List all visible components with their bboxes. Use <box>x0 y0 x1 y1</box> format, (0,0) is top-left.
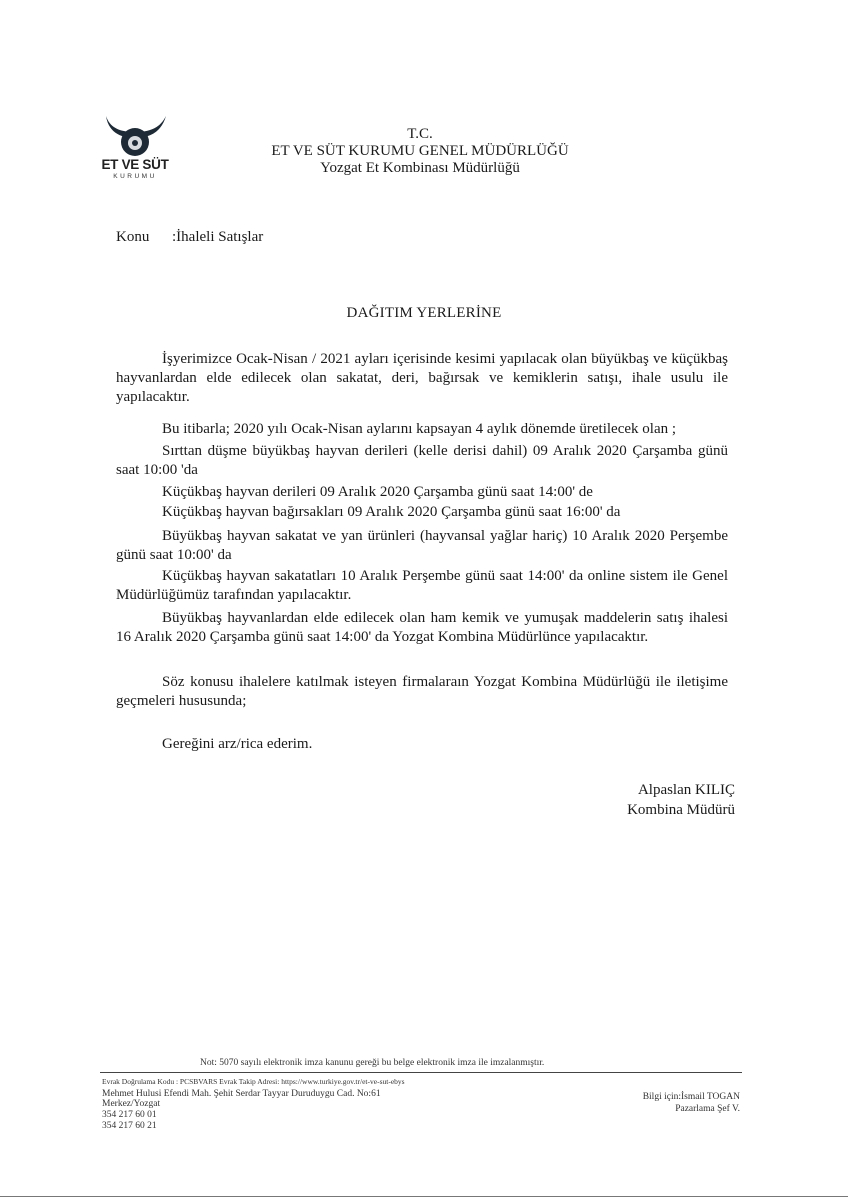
header-tc: T.C. <box>407 126 433 142</box>
fax-number: 354 217 60 21 <box>102 1121 157 1131</box>
footer-divider <box>100 1072 742 1073</box>
page-bottom-edge <box>0 1196 848 1197</box>
signatory-title: Kombina Müdürü <box>627 802 735 818</box>
paragraph: Söz konusu ihalelere katılmak isteyen firmalaraın Yozgat Kombina Müdürlüğü ile iletişime geçmeleri hususunda; <box>116 674 728 709</box>
bull-horns-icon <box>98 112 172 160</box>
info-contact: Bilgi için:İsmail TOGAN <box>642 1092 740 1102</box>
paragraph: Büyükbaş hayvanlardan elde edilecek olan ham kemik ve yumuşak maddelerin satış ihalesi 16 Aralık 2020 Çarşamba günü saat 14:00' da Yozgat Kombina Müdürlünce yapılacaktır. <box>116 610 728 645</box>
paragraph: Bu itibarla; 2020 yılı Ocak-Nisan aylarını kapsayan 4 aylık dönemde üretilecek olan ; <box>162 421 677 437</box>
phone-number: 354 217 60 01 <box>102 1110 157 1120</box>
subject-line <box>116 229 263 246</box>
address-line: Mehmet Hulusi Efendi Mah. Şehit Serdar Tayyar Duruduygu Cad. No:61 <box>102 1089 381 1099</box>
address-city: Merkez/Yozgat <box>102 1099 161 1109</box>
paragraph: Büyükbaş hayvan sakatat ve yan ürünleri (hayvansal yağlar hariç) 10 Aralık 2020 Perşembe günü saat 10:00' da <box>116 528 728 563</box>
verification-line: Evrak Doğrulama Kodu : PCSBVARS Evrak Takip Adresi: https://www.turkiye.gov.tr/et-ve-sut-ebys <box>102 1077 405 1086</box>
addressee: DAĞITIM YERLERİNE <box>346 305 502 321</box>
e-signature-note: Not: 5070 sayılı elektronik imza kanunu gereği bu belge elektronik imza ile imzalanmıştır. <box>200 1058 545 1068</box>
info-contact-title: Pazarlama Şef V. <box>675 1104 740 1114</box>
subject-label: Konu <box>116 229 150 245</box>
subject-value: :İhaleli Satışlar <box>172 229 264 245</box>
signatory-name: Alpaslan KILIÇ <box>637 782 735 798</box>
paragraph: İşyerimizce Ocak-Nisan / 2021 ayları içerisinde kesimi yapılacak olan büyükbaş ve küçükbaş hayvanlardan elde edilecek olan sakatat, deri, bağırsak ve kemiklerin satışı, ihale usulu ile yapılacaktır. <box>116 351 728 405</box>
closing-line: Gereğini arz/rica ederim. <box>162 736 313 752</box>
paragraph: Küçükbaş hayvan bağırsakları 09 Aralık 2020 Çarşamba günü saat 16:00' da <box>162 504 621 520</box>
paragraph: Sırttan düşme büyükbaş hayvan derileri (kelle derisi dahil) 09 Aralık 2020 Çarşamba günü saat 10:00 'da <box>116 443 728 478</box>
header-institution: ET VE SÜT KURUMU GENEL MÜDÜRLÜĞÜ <box>271 143 569 159</box>
logo-subtitle: KURUMU <box>113 173 157 180</box>
logo-wordmark: ET VE SÜT <box>101 157 169 172</box>
header-unit: Yozgat Et Kombinası Müdürlüğü <box>320 160 520 176</box>
paragraph: Küçükbaş hayvan derileri 09 Aralık 2020 Çarşamba günü saat 14:00' de <box>162 484 593 500</box>
paragraph: Küçükbaş hayvan sakatatları 10 Aralık Perşembe günü saat 14:00' da online sistem ile Genel Müdürlüğümüz tarafından yapılacaktır. <box>116 568 728 603</box>
institution-logo <box>98 112 172 184</box>
